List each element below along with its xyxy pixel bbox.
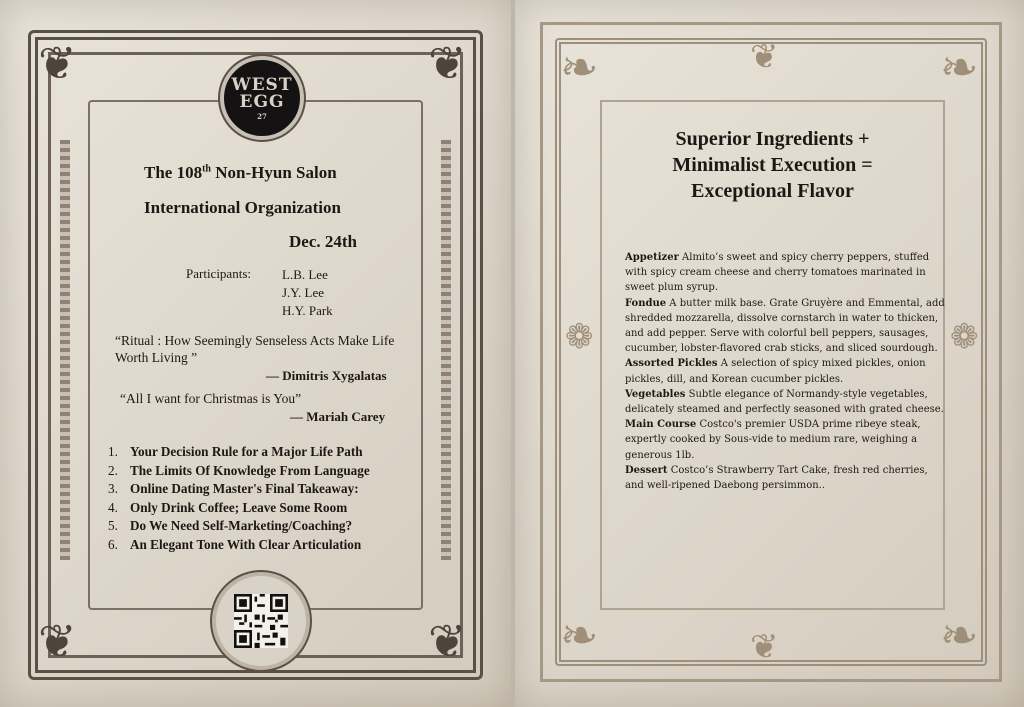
logo-line-1: WEST [231, 74, 293, 95]
salon-title: The 108th Non-Hyun Salon [144, 163, 337, 182]
agenda-item: 4. Only Drink Coffee; Leave Some Room [108, 499, 348, 515]
agenda-item: 5. Do We Need Self-Marketing/Coaching? [108, 518, 353, 533]
flourish-icon: ❧ [560, 40, 599, 94]
menu-item [625, 250, 945, 296]
flourish-icon: ❧ [560, 608, 599, 662]
menu-item-label: Vegetables [625, 388, 686, 400]
menu-item-description: Costco's premier USDA prime ribeye steak, expertly cooked by Sous-vide to medium rare, weighing a generous 1lb. [625, 419, 921, 461]
flourish-icon: ❦ [38, 36, 77, 90]
menu-item-label: Appetizer [625, 252, 679, 263]
menu-item [625, 356, 945, 386]
menu-item-description: A butter milk base. Grate Gruyère and Emmental, add shredded mozzarella, dissolve cornstarch in water to thicken, and add pepper. Serve with colorful bell peppers, sausages, cucumber, lobster-flavored crab sticks, and sliced sourdough. [625, 297, 945, 355]
logo-line-3: 27 [257, 111, 267, 121]
side-ornament-icon: ❁ [565, 317, 594, 357]
agenda-item: 3. Online Dating Master's Final Takeaway: [108, 481, 359, 496]
quote-author: — Mariah Carey [290, 409, 386, 424]
quote-text: “Ritual : How Seemingly Senseless Acts Make Life Worth Living ” [115, 333, 395, 365]
organization-title: International Organization [144, 198, 341, 217]
event-date: Dec. 24th [289, 232, 357, 251]
logo-line-2: EGG [239, 91, 285, 112]
participants-label: Participants: [186, 266, 251, 281]
menu-item-description: Costco’s Strawberry Tart Cake, fresh red cherries, and well-ripened Daebong persimmon.. [625, 464, 928, 492]
flourish-icon: ❦ [428, 614, 467, 668]
menu-item-label: Fondue [625, 297, 667, 309]
qr-code-icon[interactable] [212, 572, 310, 670]
flourish-icon: ❧ [940, 608, 979, 662]
headline-line: Minimalist Execution = [672, 154, 873, 176]
flourish-icon: ❦ [38, 614, 77, 668]
menu-headline [600, 126, 945, 204]
participant-name: J.Y. Lee [282, 285, 325, 300]
scroll-ornament-icon: ❦ [750, 37, 779, 77]
left-pillar-ornament [60, 140, 70, 560]
right-pillar-ornament [441, 140, 451, 560]
scroll-ornament-icon: ❦ [750, 627, 779, 667]
participant-name: H.Y. Park [282, 303, 333, 318]
agenda-item: 2. The Limits Of Knowledge From Language [108, 462, 370, 478]
flourish-icon: ❧ [940, 40, 979, 94]
headline-line: Superior Ingredients + [675, 128, 870, 150]
flourish-icon: ❦ [428, 36, 467, 90]
participants-list [282, 266, 333, 320]
menu-list [625, 250, 945, 493]
menu-item [625, 417, 945, 463]
menu-item-label: Main Course [625, 419, 697, 431]
menu-item-description: Subtle elegance of Normandy-style vegetables, delicately steamed and perfectly seasoned with grated cheese. [625, 388, 944, 416]
quote-text: “All I want for Christmas is You” [120, 391, 302, 406]
menu-item [625, 463, 945, 493]
menu-item-label: Dessert [625, 464, 668, 476]
menu-item-description: A selection of spicy mixed pickles, onion pickles, dill, and Korean cucumber pickles. [625, 358, 926, 385]
menu-item-description: Almito’s sweet and spicy cherry peppers, stuffed with spicy cream cheese and cherry tomatoes marinated in sweet plum syrup. [625, 252, 930, 294]
quote-author: — Dimitris Xygalatas [266, 368, 387, 383]
headline-line: Exceptional Flavor [691, 180, 854, 202]
agenda-item: 6. An Elegant Tone With Clear Articulation [108, 536, 362, 552]
menu-item [625, 387, 945, 417]
west-egg-logo [220, 56, 304, 140]
agenda-item: 1. Your Decision Rule for a Major Life Path [108, 444, 363, 459]
menu-item [625, 296, 945, 357]
side-ornament-icon: ❁ [950, 317, 979, 357]
agenda-list [108, 443, 438, 554]
participant-name: L.B. Lee [282, 267, 328, 282]
menu-item-label: Assorted Pickles [625, 358, 718, 370]
qr-code-graphic [234, 594, 288, 648]
